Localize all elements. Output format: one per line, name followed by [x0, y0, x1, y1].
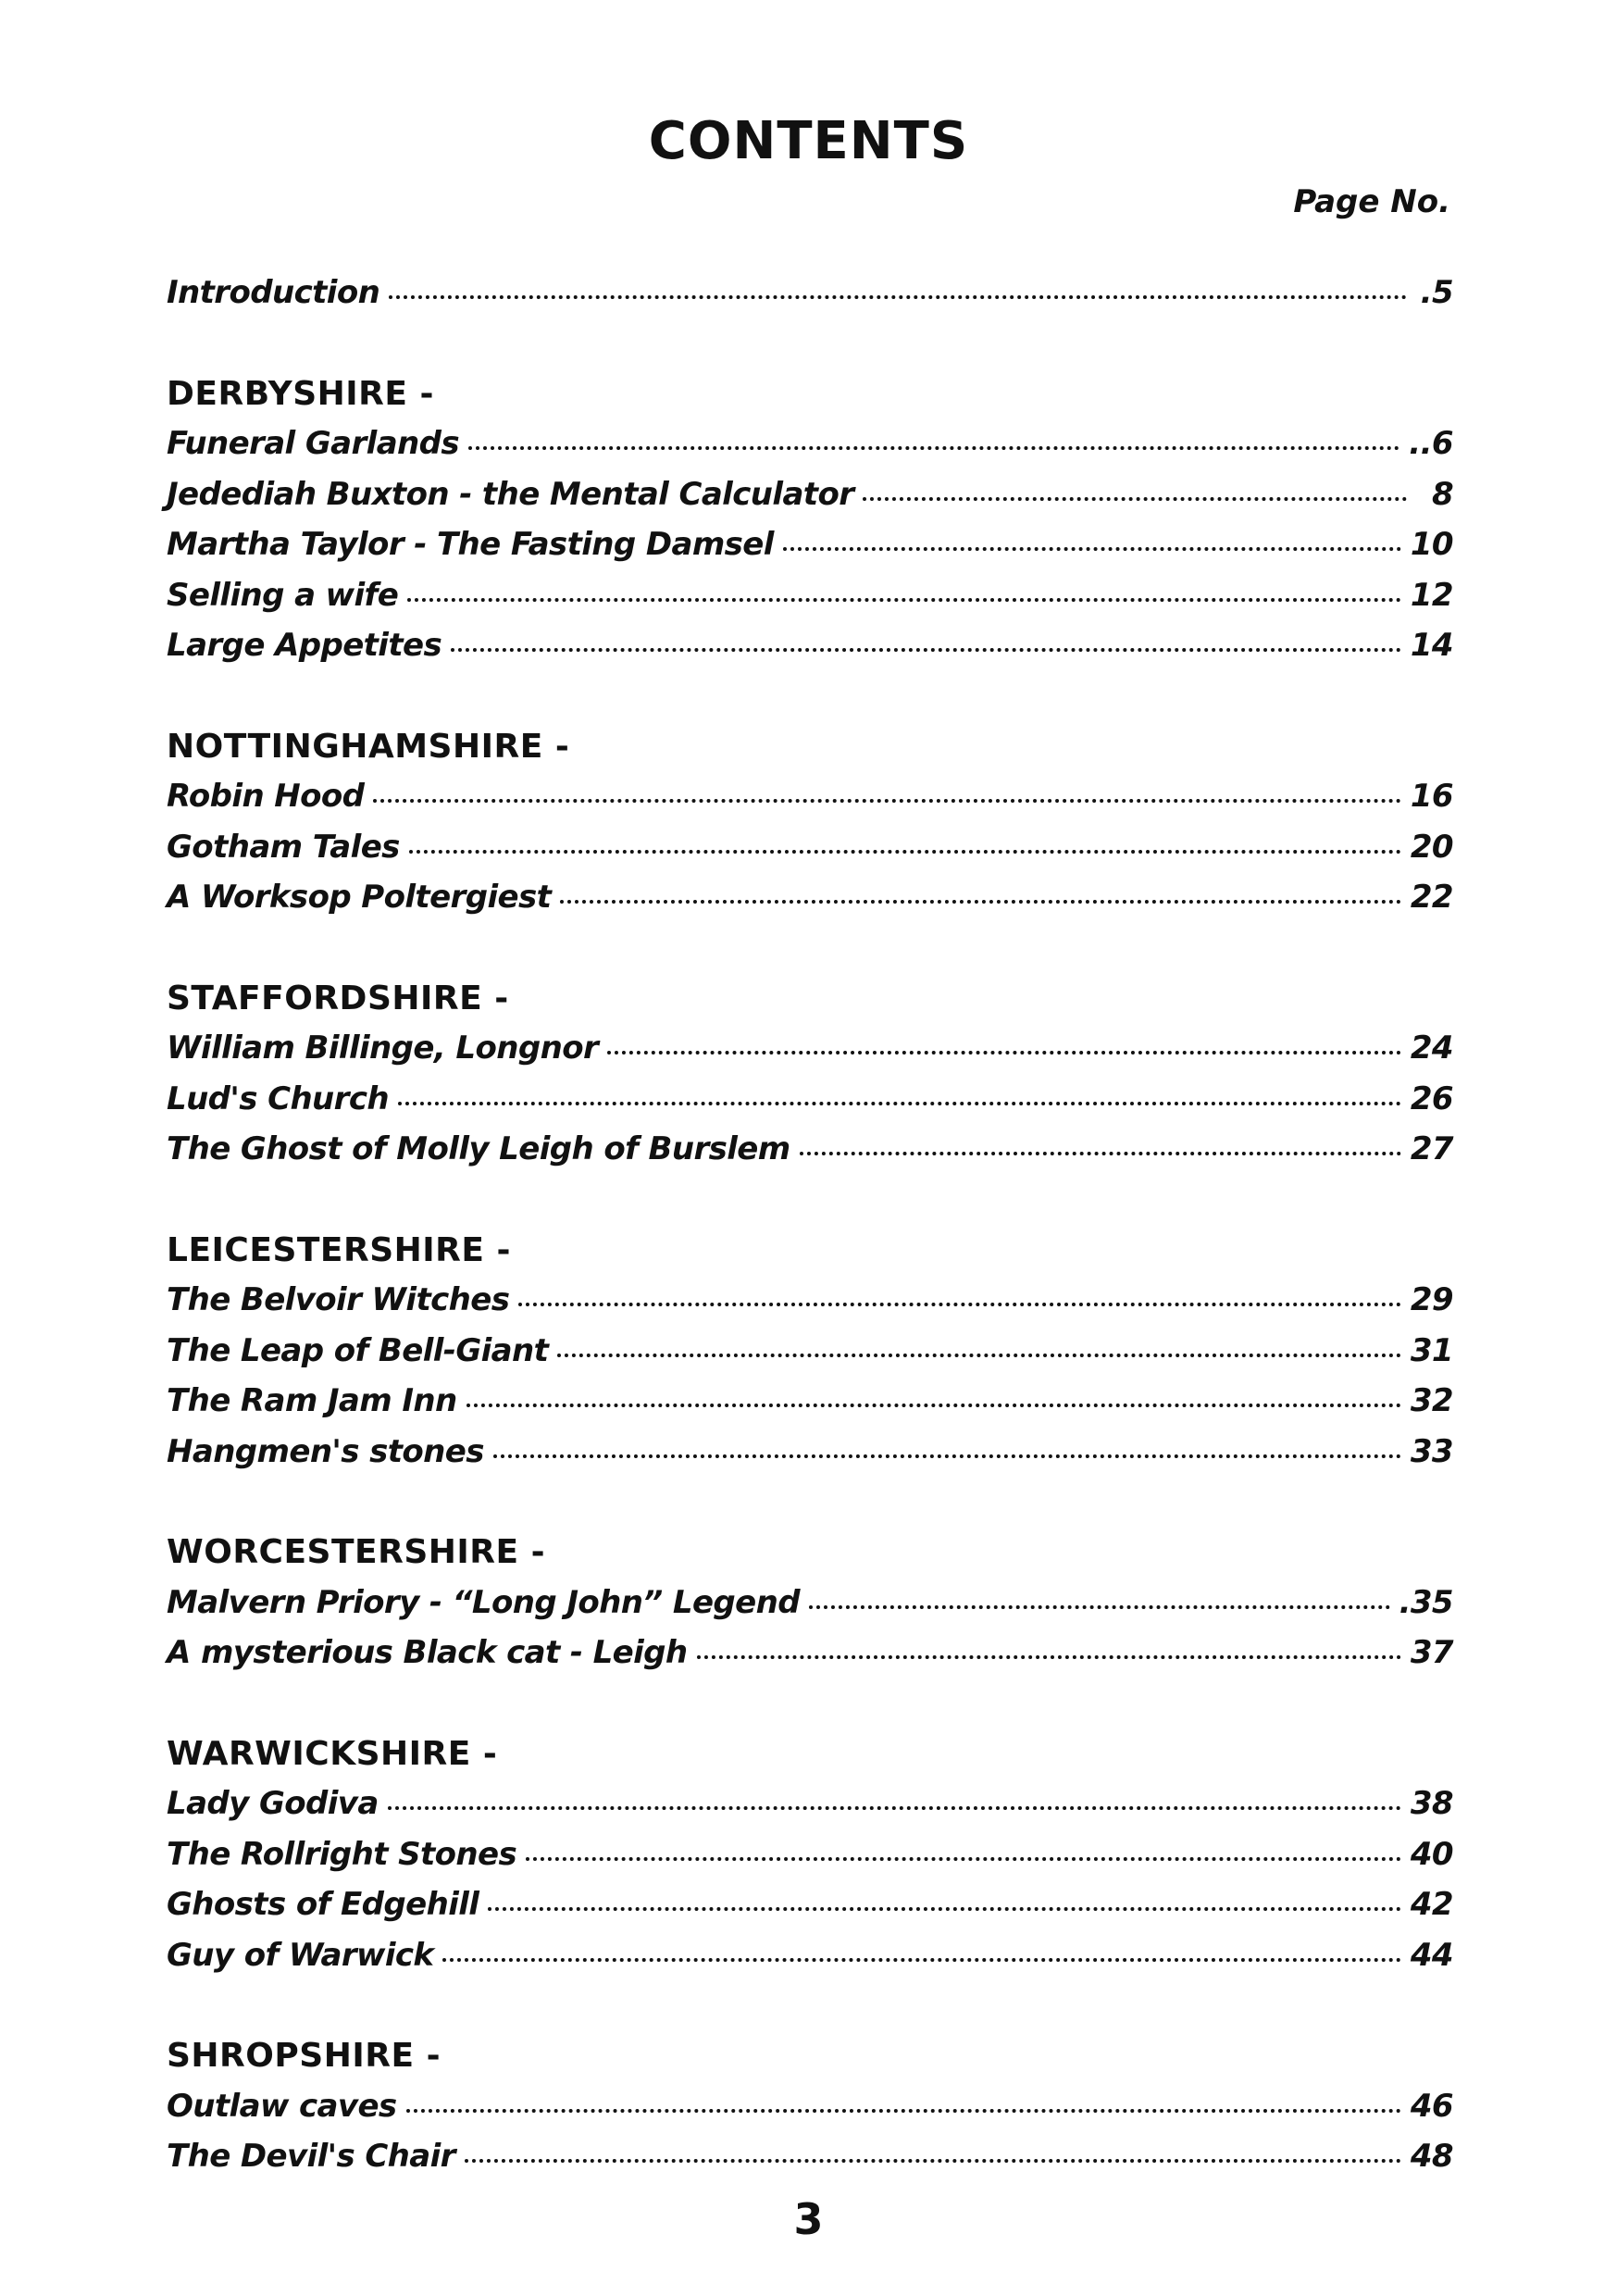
toc-entry	[167, 1634, 1453, 1685]
toc-entry-page: 26	[1410, 1079, 1453, 1117]
toc-entry	[167, 1130, 1453, 1181]
toc-entry	[167, 829, 1453, 880]
toc-entry-page: 12	[1410, 576, 1453, 614]
dot-leader	[488, 1907, 1401, 1911]
toc-section	[167, 1533, 1453, 1685]
dot-leader	[783, 547, 1401, 551]
toc-entry-label: Funeral Garlands	[167, 425, 460, 462]
toc-entry-label: A Worksop Poltergiest	[167, 879, 552, 916]
toc-entry	[167, 577, 1453, 628]
toc-entry	[167, 2088, 1453, 2139]
dot-leader	[493, 1454, 1401, 1458]
dot-leader	[409, 850, 1401, 854]
dot-leader	[406, 2109, 1401, 2113]
toc-entry-page: 40	[1410, 1835, 1453, 1873]
toc-entry-label: Hangmen's stones	[167, 1432, 484, 1470]
dot-leader	[526, 1857, 1401, 1861]
toc-entry	[167, 526, 1453, 577]
toc-section	[167, 2037, 1453, 2189]
toc-entry-label: Guy of Warwick	[167, 1936, 434, 1974]
toc-entry-page: 48	[1410, 2138, 1453, 2175]
page-folio: 3	[793, 2194, 824, 2244]
toc-section	[167, 980, 1453, 1181]
dot-leader	[518, 1303, 1401, 1306]
toc-entry-label: The Leap of Bell-Giant	[167, 1331, 549, 1369]
toc-entry	[167, 476, 1453, 527]
toc-entry-label: The Belvoir Witches	[167, 1281, 510, 1318]
toc-entry-label: Outlaw caves	[167, 2087, 397, 2125]
toc-entry-label: Lady Godiva	[167, 1785, 379, 1822]
toc-sections	[167, 375, 1453, 2189]
toc-entry-page: 37	[1410, 1634, 1453, 1671]
toc-entry	[167, 1584, 1453, 1635]
dot-leader	[442, 1958, 1400, 1962]
dot-leader	[398, 1102, 1401, 1105]
dot-leader	[389, 295, 1407, 299]
toc-entry-page: .35	[1399, 1583, 1453, 1621]
toc-entry-page: 14	[1410, 627, 1453, 664]
toc-section	[167, 1231, 1453, 1484]
toc-entry-page: 32	[1410, 1382, 1453, 1419]
dot-leader	[557, 1354, 1401, 1357]
toc-entry	[167, 1937, 1453, 1988]
toc-entry	[167, 1080, 1453, 1131]
toc-entry	[167, 1836, 1453, 1887]
toc-entry	[167, 425, 1453, 476]
toc-entry-page: 10	[1410, 526, 1453, 563]
toc-section	[167, 728, 1453, 930]
toc-entry-page: 16	[1410, 778, 1453, 815]
dot-leader	[451, 648, 1401, 652]
dot-leader	[800, 1152, 1401, 1155]
toc-entry-page: 24	[1410, 1029, 1453, 1067]
page-number-column-header: Page No.	[1293, 183, 1450, 220]
toc-entry-label: A mysterious Black cat - Leigh	[167, 1634, 688, 1671]
toc-entry-page: .5	[1420, 274, 1453, 311]
toc-entry-label: Martha Taylor - The Fasting Damsel	[167, 526, 774, 563]
dot-leader	[863, 497, 1407, 501]
toc-entry	[167, 1281, 1453, 1332]
toc-entry-label: Gotham Tales	[167, 828, 400, 866]
dot-leader	[466, 1404, 1401, 1407]
section-heading: WORCESTERSHIRE -	[167, 1533, 546, 1571]
dot-leader	[607, 1051, 1401, 1054]
toc-entry-label: The Ram Jam Inn	[167, 1382, 457, 1419]
toc-entry-page: 46	[1410, 2087, 1453, 2125]
toc-section	[167, 1735, 1453, 1988]
toc-entry-label: Introduction	[167, 274, 380, 311]
dot-leader	[468, 446, 1399, 450]
dot-leader	[373, 799, 1400, 803]
dot-leader	[388, 1806, 1401, 1810]
toc-entry-label: The Devil's Chair	[167, 2138, 455, 2175]
toc-entry-label: William Billinge, Longnor	[167, 1029, 599, 1067]
toc-entry-label: The Rollright Stones	[167, 1835, 517, 1873]
toc-entry-page: 31	[1410, 1331, 1453, 1369]
toc-entry	[167, 879, 1453, 930]
dot-leader	[809, 1605, 1390, 1609]
toc-section	[167, 375, 1453, 678]
toc-entry-label: Selling a wife	[167, 576, 399, 614]
toc-entry	[167, 1433, 1453, 1484]
toc-entry-page: 29	[1410, 1281, 1453, 1318]
toc-entry	[167, 627, 1453, 678]
toc-entry-label: Malvern Priory - “Long John” Legend	[167, 1583, 800, 1621]
toc-entry-page: 20	[1410, 828, 1453, 866]
section-heading: LEICESTERSHIRE -	[167, 1230, 511, 1269]
toc-entry	[167, 2138, 1453, 2189]
toc-entry-label: Lud's Church	[167, 1079, 389, 1117]
toc-entry-page: 27	[1410, 1130, 1453, 1167]
toc-entry	[167, 1029, 1453, 1080]
dot-leader	[407, 598, 1401, 602]
toc-entry-page: 38	[1410, 1785, 1453, 1822]
toc-entry-label: Jedediah Buxton - the Mental Calculator	[167, 475, 854, 513]
toc-entry	[167, 1332, 1453, 1383]
toc-entry-introduction	[167, 274, 1453, 325]
toc-entry-page: 33	[1410, 1432, 1453, 1470]
toc-entry	[167, 1886, 1453, 1937]
toc-entry-page: 22	[1410, 879, 1453, 916]
section-heading: STAFFORDSHIRE -	[167, 979, 509, 1017]
page-title: CONTENTS	[648, 111, 969, 171]
section-heading: SHROPSHIRE -	[167, 2037, 442, 2075]
toc-entry-label: Robin Hood	[167, 778, 365, 815]
toc-entry	[167, 1785, 1453, 1836]
section-heading: DERBYSHIRE -	[167, 374, 434, 413]
toc-entry-page: 42	[1410, 1886, 1453, 1923]
toc-entry-page: 8	[1431, 475, 1453, 513]
toc-entry-page: ..6	[1409, 425, 1453, 462]
section-heading: WARWICKSHIRE -	[167, 1734, 498, 1773]
table-of-contents	[167, 274, 1453, 2189]
toc-entry	[167, 778, 1453, 829]
dot-leader	[697, 1655, 1401, 1659]
dot-leader	[465, 2159, 1401, 2163]
toc-entry-page: 44	[1410, 1936, 1453, 1974]
toc-entry	[167, 1382, 1453, 1433]
toc-entry-label: Ghosts of Edgehill	[167, 1886, 479, 1923]
section-heading: NOTTINGHAMSHIRE -	[167, 727, 570, 766]
dot-leader	[560, 900, 1401, 904]
toc-entry-label: Large Appetites	[167, 627, 442, 664]
toc-entry-label: The Ghost of Molly Leigh of Burslem	[167, 1130, 790, 1167]
